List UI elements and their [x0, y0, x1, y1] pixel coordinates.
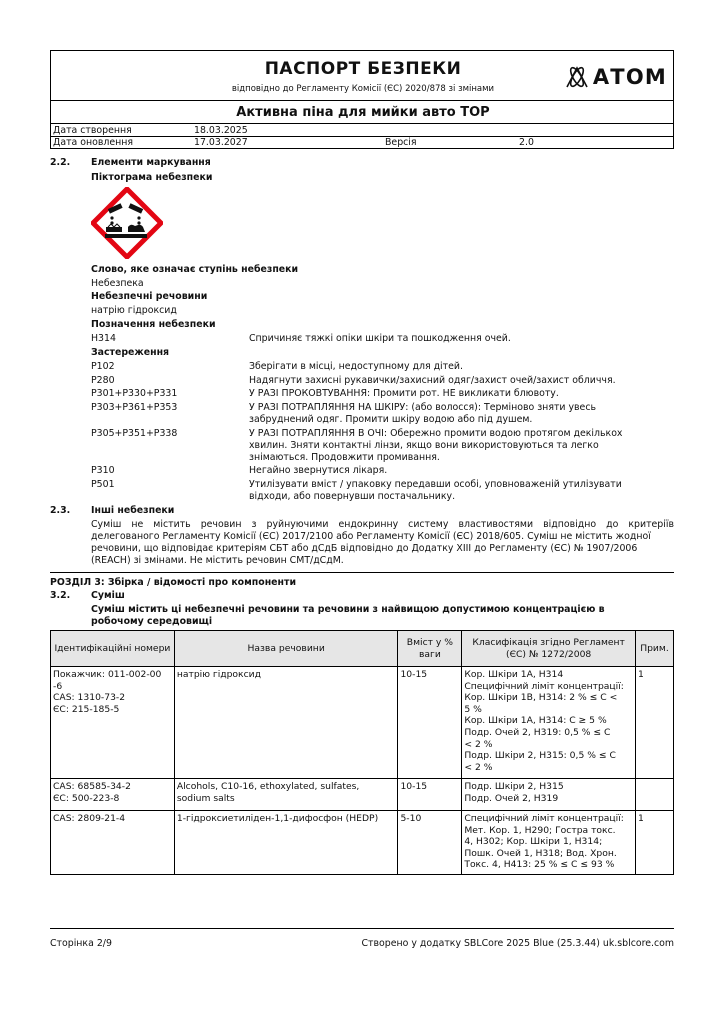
- cell-content: 5-10: [398, 811, 462, 875]
- precaution-text: У РАЗІ ПРОКОВТУВАННЯ: Промити рот. НЕ викликати блювоту.: [249, 388, 559, 399]
- mixture-description: Суміш містить ці небезпечні речовини та речовини з найвищою допустимою концентрацією в робочому середовищі: [91, 604, 605, 627]
- cell-classification: Кор. Шкіри 1A, H314 Специфічний ліміт концентрації: Кор. Шкіри 1B, H314: 2 % ≤ C < 5 % Кор. Шкіри 1A, H314: C ≥ 5 % Подр. Очей 2, H319: 0,5 % ≤ C < 2 % Подр. Шкіри 2, H315: 0,5 % ≤ C < 2 %: [462, 667, 636, 779]
- header-name: Назва речовини: [174, 631, 398, 667]
- signal-word-title: Слово, яке означає ступінь небезпеки: [91, 264, 299, 275]
- version-label: Версія: [385, 137, 417, 148]
- updated-value: 17.03.2027: [194, 137, 248, 148]
- precaution-text: Утилізувати вміст / упаковку передавши особі, уповноваженій утилізувати відходи, або повернувши постачальнику.: [249, 479, 622, 502]
- section-3-2-number: 3.2.: [50, 590, 71, 601]
- table-row: [51, 811, 674, 875]
- table-row: [51, 667, 674, 779]
- corrosion-pictogram-icon: [91, 187, 163, 259]
- document-title: ПАСПОРТ БЕЗПЕКИ: [264, 59, 462, 79]
- hazard-statements-title: Позначення небезпеки: [91, 319, 216, 330]
- cell-name: Alcohols, C10-16, ethoxylated, sulfates, sodium salts: [174, 779, 398, 811]
- section-2-3-title: Інші небезпеки: [91, 505, 175, 516]
- cell-content: 10-15: [398, 667, 462, 779]
- header-content: Вміст у % ваги: [398, 631, 462, 667]
- mixture-title: Суміш: [91, 590, 125, 601]
- precaution-text: Негайно звернутися лікаря.: [249, 465, 388, 476]
- precaution-code: P301+P330+P331: [91, 388, 178, 399]
- created-label: Дата створення: [53, 125, 132, 136]
- cell-note: 1: [635, 811, 673, 875]
- precaution-code: P102: [91, 361, 115, 372]
- precaution-code: P305+P351+P338: [91, 428, 178, 439]
- signal-word-value: Небезпека: [91, 278, 144, 289]
- version-value: 2.0: [519, 137, 534, 148]
- pictogram-title: Піктограма небезпеки: [91, 172, 213, 183]
- cell-classification: Подр. Шкіри 2, H315 Подр. Очей 2, H319: [462, 779, 636, 811]
- cell-id: Покажчик: 011-002-00 -6 CAS: 1310-73-2 ЄС: 215-185-5: [51, 667, 175, 779]
- table-header-row: [51, 631, 674, 667]
- atom-logo-icon: [565, 65, 589, 89]
- precaution-code: P501: [91, 479, 115, 490]
- logo-text: АТОМ: [592, 65, 667, 89]
- page-number: Сторінка 2/9: [50, 938, 112, 949]
- hazard-code: H314: [91, 333, 116, 344]
- cell-name: 1-гідроксиетиліден-1,1-дифосфон (HEDP): [174, 811, 398, 875]
- section-2-3-number: 2.3.: [50, 505, 71, 516]
- hazardous-substances-title: Небезпечні речовини: [91, 291, 208, 302]
- precaution-code: P310: [91, 465, 115, 476]
- precaution-text: Надягнути захисні рукавички/захисний одяг/захист очей/захист обличчя.: [249, 375, 616, 386]
- precaution-code: P303+P361+P353: [91, 402, 178, 413]
- cell-name: натрію гідроксид: [174, 667, 398, 779]
- cell-id: CAS: 68585-34-2 ЄС: 500-223-8: [51, 779, 175, 811]
- components-table: [50, 630, 674, 875]
- updated-label: Дата оновлення: [53, 137, 134, 148]
- cell-classification: Специфічний ліміт концентрації: Мет. Кор. 1, H290; Гостра токс. 4, H302; Кор. Шкіри 1, H314; Пошк. Очей 1, H318; Вод. Хрон. Токс. 4, H413: 25 % ≤ C ≤ 93 %: [462, 811, 636, 875]
- created-value: 18.03.2025: [194, 125, 248, 136]
- section-2-2-number: 2.2.: [50, 157, 71, 168]
- cell-note: 1: [635, 667, 673, 779]
- section-3-title: РОЗДІЛ 3: Збірка / відомості про компоненти: [50, 577, 297, 588]
- precaution-code: P280: [91, 375, 115, 386]
- precaution-text: У РАЗІ ПОТРАПЛЯННЯ В ОЧІ: Обережно промити водою протягом декількох хвилин. Зняти контактні лінзи, якщо вони використовуються та легко знімаються. Продовжити промивання.: [249, 428, 623, 463]
- header-classification: Класифікація згідно Регламент (ЄС) № 1272/2008: [462, 631, 636, 667]
- cell-note: [635, 779, 673, 811]
- cell-id: CAS: 2809-21-4: [51, 811, 175, 875]
- precaution-text: Зберігати в місці, недоступному для дітей.: [249, 361, 463, 372]
- footer-divider: [50, 928, 674, 929]
- regulation-subtitle: відповідно до Регламенту Комісії (ЄС) 2020/878 зі змінами: [231, 84, 495, 94]
- section-divider: [50, 572, 674, 573]
- company-logo: [565, 65, 667, 89]
- precaution-text: У РАЗІ ПОТРАПЛЯННЯ НА ШКІРУ: (або волосся): Терміново зняти увесь забруднений одяг. Промити шкіру водою або під душем.: [249, 402, 597, 425]
- hazard-text: Спричиняє тяжкі опіки шкіри та пошкодження очей.: [249, 333, 511, 344]
- generator-note: Створено у додатку SBLCore 2025 Blue (25.3.44) uk.sblcore.com: [361, 938, 674, 949]
- table-row: [51, 779, 674, 811]
- other-hazards-text: Суміш не містить речовин з руйнуючими ендокринну систему властивостями відповідно до критеріїв делегованого Регламенту Комісії (ЄС) 2017/2100 або Регламенту Комісії (ЄС) 2018/605. Суміш не містить жодної речовини, що відповідає критеріям СБТ або дСдБ відповідно до Додатку XIII до Регламенту (ЄС) № 1907/2006 (REACH) зі змінами. Не містить речовин СМТ/дСдМ.: [91, 519, 674, 566]
- section-2-2-title: Елементи маркування: [91, 157, 211, 168]
- document-header: [50, 50, 674, 149]
- product-name: Активна піна для мийки авто TOP: [236, 105, 490, 120]
- hazardous-substances-value: натрію гідроксид: [91, 305, 177, 316]
- header-note: Прим.: [635, 631, 673, 667]
- header-id: Ідентифікаційні номери: [51, 631, 175, 667]
- cell-content: 10-15: [398, 779, 462, 811]
- precautionary-title: Застереження: [91, 347, 170, 358]
